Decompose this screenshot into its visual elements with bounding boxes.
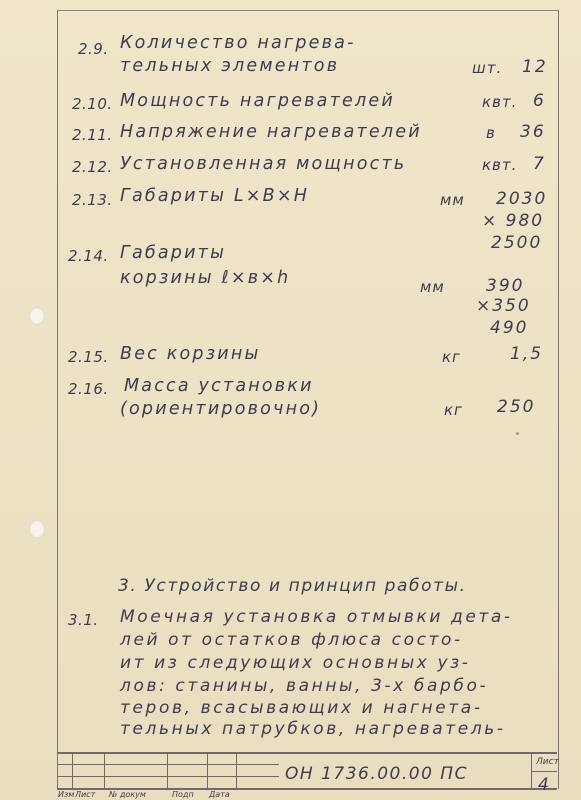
item-label: Вес корзины bbox=[120, 344, 261, 364]
item-label-line2: корзины ℓ×в×h bbox=[120, 268, 291, 288]
item-number: 2.14. bbox=[68, 247, 109, 265]
item-number: 2.13. bbox=[72, 191, 113, 209]
item-number: 2.11. bbox=[72, 126, 113, 144]
item-value-length: 2030 bbox=[496, 189, 548, 209]
paragraph-line: Моечная установка отмывки дета- bbox=[120, 607, 513, 627]
item-label-line2: (ориентировочно) bbox=[120, 399, 322, 419]
item-unit: мм bbox=[440, 191, 465, 209]
item-unit: кг bbox=[444, 401, 463, 419]
item-unit: мм bbox=[420, 278, 445, 296]
item-label-line1: Габариты bbox=[120, 243, 227, 263]
paragraph-line: лей от остатков флюса состо- bbox=[120, 630, 463, 650]
item-number: 2.9. bbox=[78, 40, 109, 58]
item-value: 250 bbox=[497, 397, 536, 417]
column-sheet: Лист bbox=[75, 790, 96, 799]
item-value: 12 bbox=[522, 57, 548, 77]
item-value: 7 bbox=[533, 154, 546, 174]
item-number: 2.15. bbox=[68, 348, 109, 366]
paragraph-line: тельных патрубков, нагреватель- bbox=[120, 719, 506, 739]
document-code: ОН 1736.00.00 ПС bbox=[285, 764, 468, 784]
item-number: 2.12. bbox=[72, 158, 113, 176]
sheet-number: 4 bbox=[538, 775, 549, 795]
column-signature: Подп bbox=[172, 790, 194, 799]
item-unit: кг bbox=[442, 348, 461, 366]
item-unit: шт. bbox=[472, 59, 503, 77]
item-value-height: 2500 bbox=[491, 233, 543, 253]
punch-hole-top bbox=[29, 307, 45, 325]
item-value-height: 490 bbox=[490, 318, 529, 338]
item-label: Мощность нагревателей bbox=[120, 91, 395, 111]
item-unit: в bbox=[486, 124, 496, 142]
paragraph-line: ит из следующих основных уз- bbox=[120, 653, 471, 673]
column-doc-number: № докум bbox=[109, 790, 146, 799]
item-label: Габариты L×B×H bbox=[120, 186, 310, 206]
column-date: Дата bbox=[209, 790, 230, 799]
paragraph-line: лов: станины, ванны, 3-х барбо- bbox=[120, 676, 489, 696]
item-label-line2: тельных элементов bbox=[120, 56, 340, 76]
item-number: 2.16. bbox=[68, 380, 109, 398]
item-label: Напряжение нагревателей bbox=[120, 122, 422, 142]
item-number: 2.10. bbox=[72, 95, 113, 113]
item-value-width: × 980 bbox=[482, 211, 545, 231]
item-unit: квт. bbox=[482, 93, 518, 111]
sheet-label: Лист bbox=[536, 757, 559, 767]
section-title: 3. Устройство и принцип работы. bbox=[118, 576, 467, 596]
item-value: 36 bbox=[520, 122, 546, 142]
item-value: 1,5 bbox=[510, 344, 544, 364]
item-label: Установленная мощность bbox=[120, 154, 407, 174]
item-label-line1: Масса установки bbox=[124, 376, 314, 396]
paragraph-line: теров, всасывающих и нагнета- bbox=[120, 698, 483, 718]
column-change: Изм bbox=[58, 790, 75, 799]
item-label-line1: Количество нагрева- bbox=[120, 33, 356, 53]
paragraph-number: 3.1. bbox=[68, 611, 99, 629]
punch-hole-bottom bbox=[29, 520, 45, 538]
item-value-width: ×350 bbox=[476, 296, 531, 316]
item-unit: квт. bbox=[482, 156, 518, 174]
item-value-length: 390 bbox=[486, 276, 525, 296]
pencil-mark bbox=[516, 432, 519, 435]
item-value: 6 bbox=[533, 91, 546, 111]
